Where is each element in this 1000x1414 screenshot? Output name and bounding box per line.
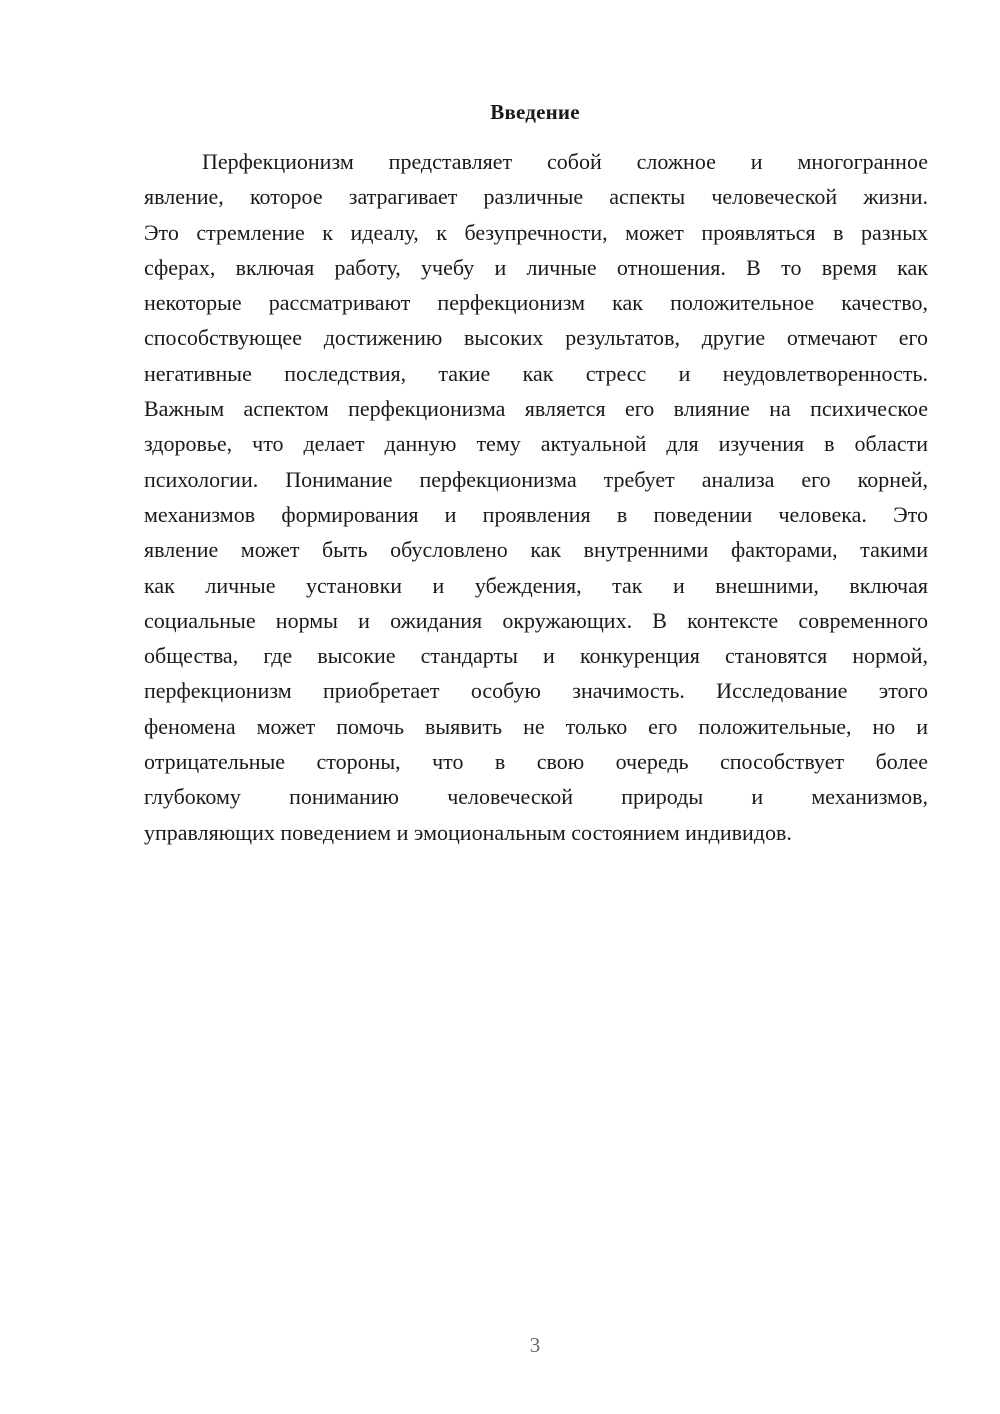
paragraph-line: отрицательные стороны, что в свою очередь способствует более	[144, 749, 928, 775]
section-title: Введение	[490, 100, 580, 124]
paragraph-line: Перфекционизм представляет собой сложное и многогранное	[202, 149, 928, 174]
paragraph-line: механизмов формирования и проявления в поведении человека. Это	[144, 501, 928, 527]
body-paragraph	[144, 144, 928, 850]
paragraph-line: явление может быть обусловлено как внутренними факторами, такими	[144, 537, 928, 563]
paragraph-line: Это стремление к идеалу, к безупречности, может проявляться в разных	[144, 219, 928, 245]
paragraph-line: феномена может помочь выявить не только его положительные, но и	[144, 713, 928, 739]
paragraph-line: способствующее достижению высоких результатов, другие отмечают его	[144, 325, 928, 351]
paragraph-line: управляющих поведением и эмоциональным состоянием индивидов.	[144, 819, 792, 845]
paragraph-line: перфекционизм приобретает особую значимость. Исследование этого	[144, 678, 928, 704]
paragraph-line: некоторые рассматривают перфекционизм как положительное качество,	[144, 290, 928, 316]
paragraph-line: негативные последствия, такие как стресс и неудовлетворенность.	[144, 360, 928, 386]
page-number: 3	[529, 1333, 541, 1357]
paragraph-line: социальные нормы и ожидания окружающих. В контексте современного	[144, 607, 928, 633]
paragraph-line: психологии. Понимание перфекционизма требует анализа его корней,	[144, 466, 928, 492]
paragraph-line: общества, где высокие стандарты и конкуренция становятся нормой,	[144, 643, 928, 669]
paragraph-line: явление, которое затрагивает различные аспекты человеческой жизни.	[144, 184, 928, 210]
paragraph-line: глубокому пониманию человеческой природы и механизмов,	[144, 784, 928, 810]
paragraph-line: сферах, включая работу, учебу и личные отношения. В то время как	[144, 254, 928, 280]
paragraph-line: здоровье, что делает данную тему актуальной для изучения в области	[144, 431, 928, 457]
paragraph-line: как личные установки и убеждения, так и внешними, включая	[144, 572, 928, 598]
paragraph-line: Важным аспектом перфекционизма является его влияние на психическое	[144, 396, 928, 422]
